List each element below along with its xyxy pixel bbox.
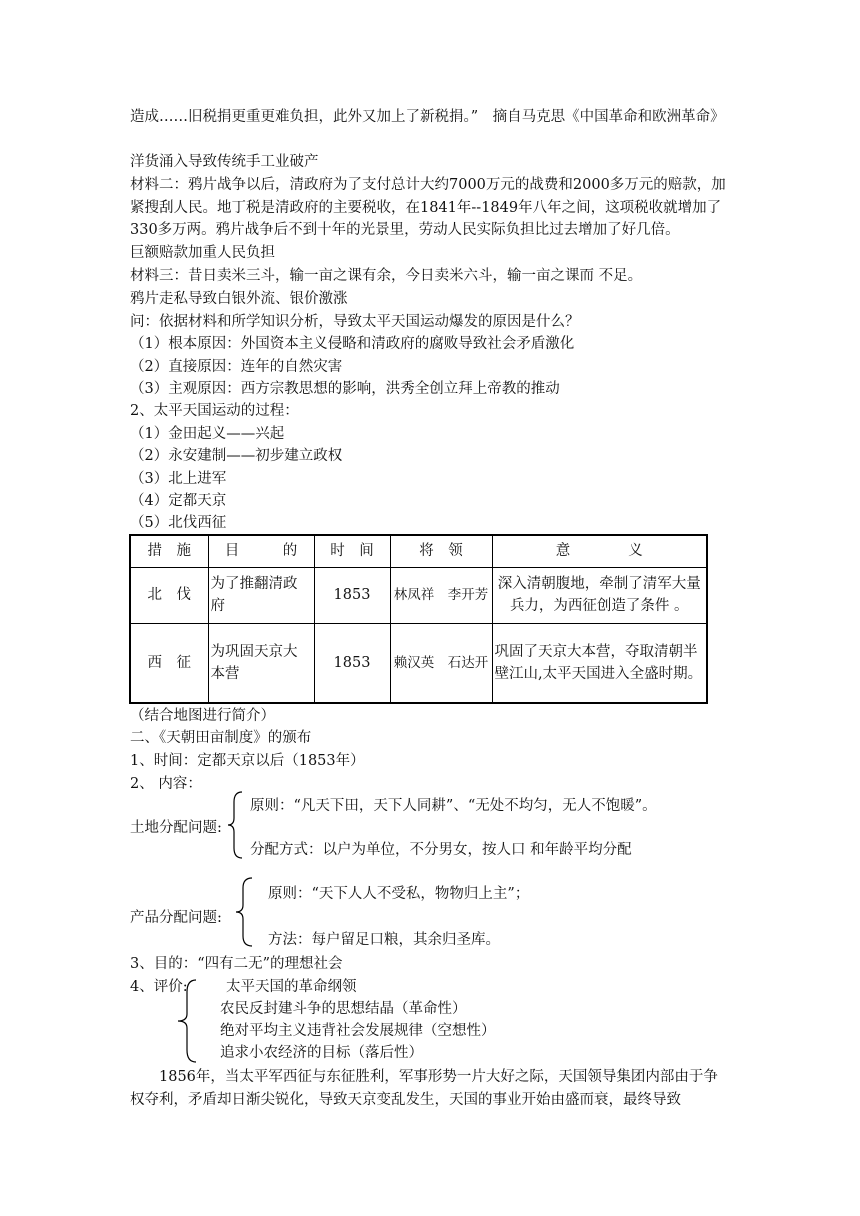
line-8: （1）根本原因：外国资本主义侵略和清政府的腐败导致社会矛盾激化 [130,336,575,352]
line-16: （5）北伐西征 [130,515,227,531]
product-brace-icon [234,876,254,948]
line-5: 材料三：昔日卖米三斗，输一亩之课有余，今日卖米六斗，输一亩之课而 不足。 [130,268,643,284]
table-cell: 北 伐 [130,567,208,623]
line-17: （结合地图进行简介） [130,708,275,724]
line-4: 巨额赔款加重人民负担 [130,245,275,261]
land-item-2: 分配方式：以户为单位，不分男女，按人口 和年龄平均分配 [250,842,632,858]
table-cell: 巩固了天京大本营，夺取清朝半壁江山,太平天国进入全盛时期。 [492,623,707,703]
table-header-row [130,535,707,567]
evaluation-item-2: 农民反封建斗争的思想结晶（革命性） [220,1001,467,1017]
evaluation-item-1: 太平天国的革命纲领 [226,979,357,995]
line-13: （2）永安建制——初步建立政权 [130,448,343,464]
table-cell: 西 征 [130,623,208,703]
line-18: 二、《天朝田亩制度》的颁布 [130,730,312,746]
table-header: 将 领 [390,535,492,567]
line-12: （1）金田起义——兴起 [130,426,285,442]
evaluation-brace-icon [176,978,198,1064]
table-header: 措 施 [130,535,208,567]
table-cell: 1853 [314,623,390,703]
expedition-table [129,534,708,704]
line-7: 问：依据材料和所学知识分析，导致太平天国运动爆发的原因是什么？ [130,314,580,330]
table-header: 时 间 [314,535,390,567]
table-cell: 为巩固天京大本营 [208,623,314,703]
line-3: 材料二：鸦片战争以后，清政府为了支付总计大约7000万元的战费和2000多万元的赔款，加紧搜刮人民。地丁税是清政府的主要税收，在1841年--1849年八年之间，这项税收就增加了330多万两。鸦片战争后不到十年的光景里，劳动人民实际负担比过去增加了好几倍。 [130,177,726,238]
line-6: 鸦片走私导致白银外流、银价激涨 [130,291,348,307]
line-11: 2、太平天国运动的过程： [130,403,299,419]
land-label: 土地分配问题: [130,820,222,836]
evaluation-item-3: 绝对平均主义违背社会发展规律（空想性） [220,1023,496,1039]
table-cell: 赖汉英 石达开 [390,623,492,703]
product-item-2: 方法：每户留足口粮，其余归圣库。 [268,932,500,948]
line-1: 造成……旧税捐更重更难负担，此外又加上了新税捐。” 摘自马克思《中国革命和欧洲革命》 [130,109,725,125]
closing-paragraph: 1856年，当太平军西征与东征胜利，军事形势一片大好之际，天国领导集团内部由于争权夺利，矛盾却日渐尖锐化，导致天京变乱发生，天国的事业开始由盛而衰，最终导致 [130,1069,718,1108]
line-9: （2）直接原因：连年的自然灾害 [130,359,343,375]
table-header: 意 义 [492,535,707,567]
table-row [130,567,707,623]
line-2: 洋货涌入导致传统手工业破产 [130,154,319,170]
line-20: 2、 内容： [130,776,202,792]
line-21: 3、目的：“四有二无”的理想社会 [130,956,343,972]
product-item-1: 原则：“天下人人不受私，物物归上主”； [268,886,530,902]
product-label: 产品分配问题: [130,910,222,926]
table-header: 目 的 [208,535,314,567]
table-cell: 深入清朝腹地，牵制了清军大量兵力，为西征创造了条件 。 [492,567,707,623]
land-brace-icon [226,790,246,860]
line-22: 4、评价: [130,979,188,995]
table-cell: 林凤祥 李开芳 [390,567,492,623]
line-10: （3）主观原因：西方宗教思想的影响，洪秀全创立拜上帝教的推动 [130,381,560,397]
line-14: （3）北上进军 [130,471,227,487]
line-15: （4）定都天京 [130,493,227,509]
table-cell: 1853 [314,567,390,623]
land-item-1: 原则：“凡天下田，天下人同耕”、“无处不均匀，无人不饱暖”。 [250,798,657,814]
evaluation-item-4: 追求小农经济的目标（落后性） [220,1045,423,1061]
line-19: 1、时间：定都天京以后（1853年） [130,753,365,769]
table-row [130,623,707,703]
table-cell: 为了推翻清政府 [208,567,314,623]
